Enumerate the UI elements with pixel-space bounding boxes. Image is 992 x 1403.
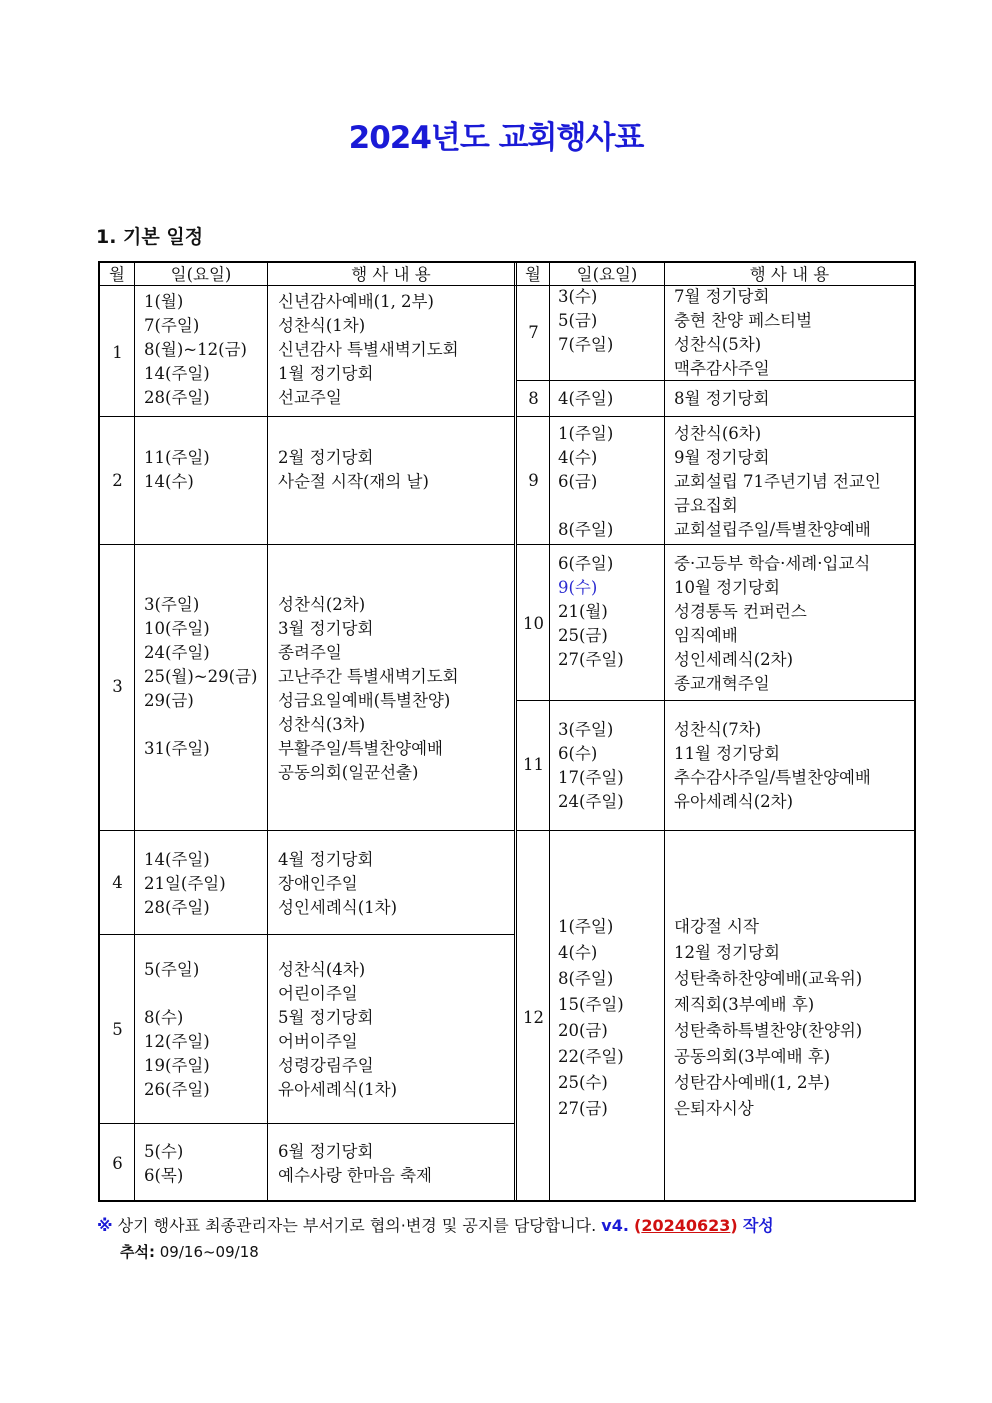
chuseok-label: 추석 [120, 1243, 149, 1261]
events-sep: 성찬식(6차) 9월 정기당회 교회설립 71주년기념 전교인 금요집회 교회설립주일/특별찬양예배 [674, 424, 881, 539]
events-aug: 8월 정기당회 [674, 389, 770, 408]
days-jan: 1(월) 7(주일) 8(월)~12(금) 14(주일) 28(주일) [144, 292, 247, 407]
month-apr: 4 [112, 873, 123, 892]
days-oct: 6(주일) 9(수) 21(월) 25(금) 27(주일) [558, 554, 624, 669]
header-event-right: 행 사 내 용 [749, 265, 830, 284]
days-apr: 14(주일) 21일(주일) 28(주일) [144, 850, 226, 917]
days-jul: 3(수) 5(금) 7(주일) [558, 287, 614, 354]
chuseok-note [120, 1241, 259, 1262]
days-jun: 5(수) 6(목) [144, 1142, 184, 1185]
events-nov: 성찬식(7차) 11월 정기당회 추수감사주일/특별찬양예배 유아세례식(2차) [674, 720, 871, 811]
chuseok-dates: 09/16~09/18 [159, 1243, 259, 1261]
month-jul: 7 [528, 323, 539, 342]
events-apr: 4월 정기당회 장애인주일 성인세례식(1차) [278, 850, 398, 917]
version-date: 20240623 [641, 1216, 731, 1235]
month-nov: 11 [523, 755, 544, 774]
days-sep: 1(주일) 4(수) 6(금) 8(주일) [558, 424, 614, 539]
header-event-left: 행 사 내 용 [351, 265, 431, 284]
schedule-table [98, 261, 916, 1202]
days-may: 5(주일) 8(수) 12(주일) 19(주일) 26(주일) [144, 960, 210, 1099]
events-jun: 6월 정기당회 예수사랑 한마음 축제 [278, 1142, 432, 1185]
month-oct: 10 [523, 614, 544, 633]
reference-mark-icon: ※ [97, 1216, 113, 1235]
events-mar: 성찬식(2차) 3월 정기당회 종려주일 고난주간 특별새벽기도회 성금요일예배(특별찬양) 성찬식(3차) 부활주일/특별찬양예배 공동의회(일꾼선출) [278, 595, 459, 782]
month-may: 5 [112, 1020, 123, 1039]
month-aug: 8 [528, 389, 539, 408]
month-sep: 9 [528, 471, 539, 490]
events-may: 성찬식(4차) 어린이주일 5월 정기당회 어버이주일 성령강림주일 유아세례식(1차) [278, 960, 398, 1099]
header-month-right: 월 [525, 265, 541, 284]
month-mar: 3 [112, 677, 123, 696]
date-close: ) [730, 1216, 738, 1235]
events-jan: 신년감사예배(1, 2부) 성찬식(1차) 신년감사 특별새벽기도회 1월 정기당회 선교주일 [278, 292, 459, 407]
events-dec: 대강절 시작 12월 정기당회 성탄축하찬양예배(교육위) 제직회(3부예배 후) 성탄축하특별찬양(찬양위) 공동의회(3부예배 후) 성탄감사예배(1, 2부) 은퇴자시상 [674, 917, 863, 1118]
version-label: v4. [601, 1216, 629, 1235]
made-label: 작성 [742, 1216, 774, 1235]
date-open: ( [634, 1216, 642, 1235]
days-nov: 3(주일) 6(수) 17(주일) 24(주일) [558, 720, 624, 811]
events-feb: 2월 정기당회 사순절 시작(재의 날) [278, 448, 429, 491]
note-text: 상기 행사표 최종관리자는 부서기로 협의·변경 및 공지를 담당합니다. [117, 1216, 597, 1235]
header-month-left: 월 [109, 265, 125, 284]
days-dec: 1(주일) 4(수) 8(주일) 15(주일) 20(금) 22(주일) 25(수) 27(금) [558, 917, 624, 1118]
month-jan: 1 [112, 343, 123, 362]
footer-note [97, 1213, 774, 1236]
page-title: 2024년도 교회행사표 [348, 120, 644, 156]
days-feb: 11(주일) 14(수) [144, 448, 210, 491]
chuseok-colon: : [148, 1243, 155, 1261]
month-dec: 12 [523, 1008, 544, 1027]
month-jun: 6 [112, 1154, 123, 1173]
header-day-right: 일(요일) [576, 265, 638, 284]
days-mar: 3(주일) 10(주일) 24(주일) 25(월)~29(금) 29(금) 31(주일) [144, 595, 258, 758]
section-heading: 1. 기본 일정 [96, 226, 204, 248]
events-oct: 중·고등부 학습·세례·입교식 10월 정기당회 성경통독 컨퍼런스 임직예배 성인세례식(2차) 종교개혁주일 [674, 554, 871, 693]
events-jul: 7월 정기당회 충현 찬양 페스티벌 성찬식(5차) 맥추감사주일 [674, 287, 813, 378]
header-day-left: 일(요일) [170, 265, 232, 284]
month-feb: 2 [112, 471, 123, 490]
days-aug: 4(주일) [558, 389, 614, 408]
